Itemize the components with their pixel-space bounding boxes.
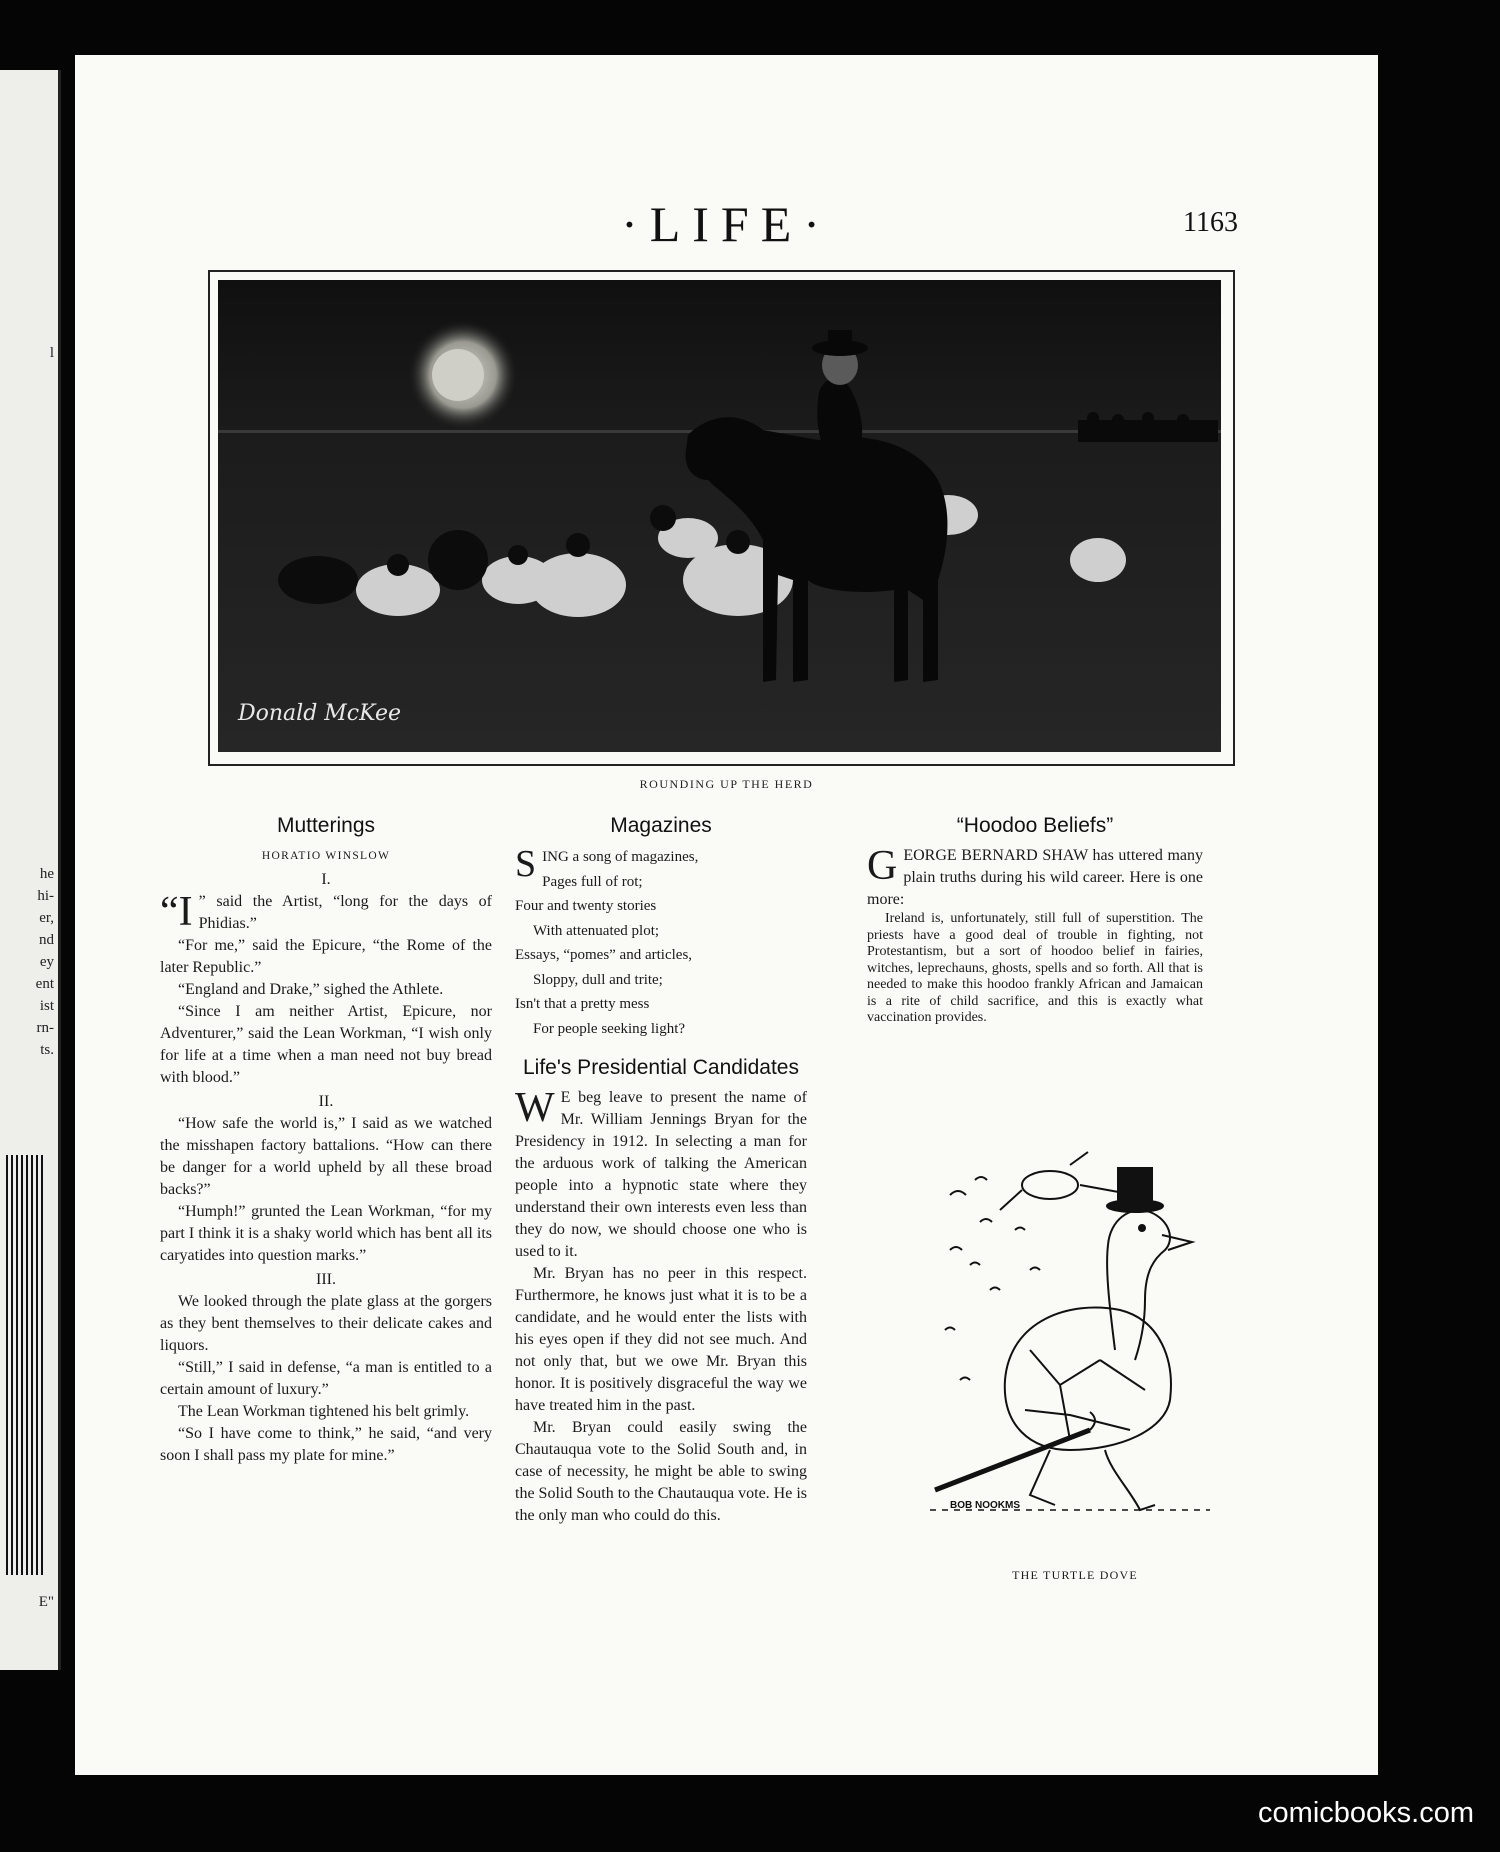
- drop-cap: S: [515, 843, 537, 885]
- cartoon-caption: THE TURTLE DOVE: [1012, 1568, 1138, 1582]
- paragraph-text: ” said the Artist, “long for the days of Phidias.”: [198, 893, 492, 932]
- left-page-fragment: ent: [35, 976, 54, 992]
- paragraph: Mr. Bryan could easily swing the Chautauqua vote to the Solid South and, in case of necessity, he might be able to swing the Solid South to the Chautauqua vote. He is the only man who could do this.: [515, 1419, 807, 1524]
- left-page-fragment: he: [39, 866, 54, 882]
- drop-cap: G: [867, 843, 898, 889]
- left-page-illustration: [6, 1155, 46, 1575]
- paragraph-text: E beg leave to present the name of Mr. William Jennings Bryan for the Presidency in 1912. In selecting a man for the arduous work of talking the American people into a hypnotic state where they understand their own interests even less than they do now, we should choose one who is used to it.: [515, 1089, 807, 1260]
- left-page-fragment: ey: [39, 954, 54, 970]
- paragraph-text: EORGE BERNARD SHAW has uttered many plain truths during his wild career. Here is one more:: [867, 847, 1203, 908]
- paragraph: “How safe the world is,” I said as we watched the misshapen factory battalions. “How can there be danger for a world upheld by all these broad backs?”: [160, 1115, 492, 1198]
- column-hoodoo: [867, 815, 1203, 1027]
- night-herd-illustration: [218, 280, 1221, 752]
- paragraph: “Humph!” grunted the Lean Workman, “for my part I think it is a shaky world which has bent all its caryatides into question marks.”: [160, 1203, 492, 1264]
- left-page-fragment: ist: [39, 998, 54, 1014]
- poem-line: Essays, “pomes” and articles,: [515, 947, 693, 963]
- paragraph: “Still,” I said in defense, “a man is entitled to a certain amount of luxury.”: [160, 1359, 492, 1398]
- paragraph: Mr. Bryan has no peer in this respect. Furthermore, he knows just what it is to be a candidate, and he would enter the lists with his eyes open if they did not see much. And not only that, but we owe Mr. Bryan this honor. It is positively disgraceful the way we have treated him in the past.: [515, 1265, 807, 1414]
- paragraph: We looked through the plate glass at the gorgers as they bent themselves to their delicate cakes and liquors.: [160, 1293, 492, 1354]
- left-page-fragment: rn-: [36, 1020, 54, 1036]
- left-page-fragment: ts.: [40, 1042, 54, 1058]
- article-byline: HORATIO WINSLOW: [261, 850, 391, 862]
- watermark: comicbooks.com: [1258, 1797, 1474, 1829]
- magazine-page: [75, 55, 1378, 1775]
- paragraph: “So I have come to think,” he said, “and very soon I shall pass my plate for mine.”: [160, 1425, 492, 1464]
- paragraph: “Since I am neither Artist, Epicure, nor Adventurer,” said the Lean Workman, “I wish only for life at a time when a man need not buy bread with blood.”: [160, 1003, 492, 1086]
- poem-line: Sloppy, dull and trite;: [533, 971, 663, 988]
- paragraph: The Lean Workman tightened his belt grimly.: [178, 1403, 470, 1420]
- left-page-fragment: l: [49, 345, 54, 361]
- poem-line-text: ING a song of magazines,: [542, 849, 699, 865]
- section-numeral: I.: [321, 871, 331, 888]
- left-page-fragment: E": [38, 1594, 54, 1610]
- illustration-caption: ROUNDING UP THE HERD: [639, 777, 814, 791]
- turtle-dove-cartoon: [930, 1150, 1220, 1550]
- article-title: “Hoodoo Beliefs”: [956, 814, 1114, 837]
- section-numeral: III.: [316, 1271, 336, 1288]
- paragraph: “For me,” said the Epicure, “the Rome of the later Republic.”: [160, 937, 492, 976]
- poem-line: Isn't that a pretty mess: [515, 996, 650, 1012]
- paragraph: [160, 891, 492, 935]
- drop-cap: “I: [160, 889, 193, 935]
- poem-line: For people seeking light?: [533, 1020, 686, 1037]
- article-title: Life's Presidential Candidates: [522, 1056, 799, 1079]
- page-number: 1163: [1183, 207, 1238, 238]
- left-page-fragment: nd: [39, 932, 54, 948]
- left-page-fragment: er,: [39, 910, 54, 926]
- illustration-plate: [208, 270, 1235, 766]
- section-numeral: II.: [318, 1093, 334, 1110]
- block-quote: Ireland is, unfortunately, still full of superstition. The priests have a good deal of trouble in fighting, not Protestantism, but a sort of hoodoo belief in fairies, witches, leprechauns, ghosts, spells and so forth. All that is needed to make this hoodoo frankly African and Jamaican is a rite of child sacrifice, and this is exactly what vaccination provides.: [867, 911, 1203, 1025]
- paragraph: “England and Drake,” sighed the Athlete.: [178, 981, 444, 998]
- left-page-fragment: hi-: [37, 888, 54, 904]
- left-page-edge: [0, 70, 61, 1670]
- article-title: Mutterings: [276, 814, 376, 837]
- poem-line: With attenuated plot;: [533, 922, 660, 939]
- drop-cap: W: [515, 1085, 555, 1131]
- cartoonist-signature: BOB NOOKMS: [950, 1500, 1020, 1511]
- poem-line: Four and twenty stories: [515, 898, 657, 914]
- poem-line: Pages full of rot;: [542, 873, 643, 890]
- artist-signature: Donald McKee: [238, 701, 402, 726]
- column-mutterings: [160, 815, 492, 1467]
- masthead-title: ·LIFE·: [621, 196, 832, 252]
- column-magazines: [515, 815, 807, 1527]
- article-title: Magazines: [610, 814, 712, 837]
- paragraph: [867, 845, 1203, 911]
- paragraph: [515, 1087, 807, 1263]
- poem: [515, 845, 807, 1041]
